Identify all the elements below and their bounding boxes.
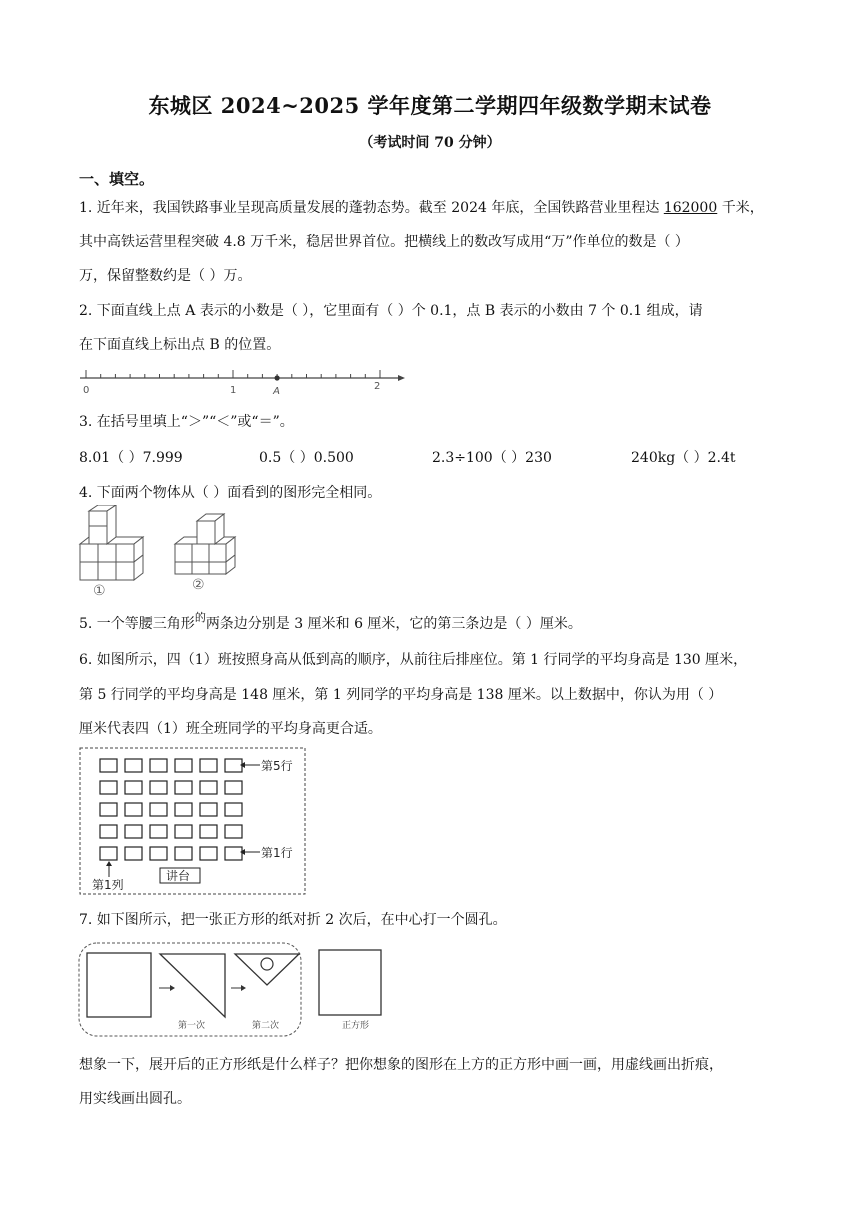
q7-instruction-1: 想象一下，展开后的正方形纸是什么样子？把你想象的图形在上方的正方形中画一画，用虚线画出折痕， <box>79 1057 723 1073</box>
q5-line: 5. 一个等腰三角形$^的$两条边分别是 3 厘米和 6 厘米，它的第三条边是（ ）厘米。 <box>79 611 582 632</box>
seat <box>150 825 167 838</box>
figure-label-2: ② <box>192 577 205 593</box>
q2-line2: 在下面直线上标出点 B 的位置。 <box>79 337 281 353</box>
fold-2-caption: 第二次 <box>252 1021 280 1031</box>
compare-item-1: 8.01（ ）7.999 <box>79 450 183 466</box>
figure-label-1: ① <box>93 583 106 599</box>
square-caption: 正方形 <box>342 1021 370 1031</box>
seat <box>150 759 167 772</box>
folding-figure <box>78 942 388 1038</box>
q6-line1: 6. 如图所示，四（1）班按照身高从低到高的顺序，从前往后排座位。第 1 行同学的平均身高是 130 厘米， <box>79 652 748 668</box>
q6-line2: 第 5 行同学的平均身高是 148 厘米，第 1 列同学的平均身高是 138 厘米。以上数据中，你认为用（ ） <box>79 687 723 703</box>
seat <box>150 803 167 816</box>
q1-line1: 1. 近年来，我国铁路事业呈现高质量发展的蓬勃态势。截至 2024 年底，全国铁路营业里程达 162000 千米， <box>79 200 764 216</box>
seat <box>225 847 242 860</box>
row-1-label: 第1行 <box>261 846 293 860</box>
seating-chart <box>79 747 307 896</box>
seat <box>175 803 192 816</box>
q3-items <box>79 448 784 468</box>
seat <box>225 803 242 816</box>
drawing-square[interactable] <box>319 950 381 1015</box>
seat <box>200 847 217 860</box>
seat <box>100 825 117 838</box>
section-heading: 一、填空。 <box>79 170 155 188</box>
seat <box>200 825 217 838</box>
q2-line1: 2. 下面直线上点 A 表示的小数是（ ），它里面有（ ）个 0.1，点 B 表示的小数由 7 个 0.1 组成，请 <box>79 303 703 319</box>
tick-label-2: 2 <box>374 381 381 392</box>
seat <box>100 803 117 816</box>
seat <box>125 825 142 838</box>
q7-instruction-2: 用实线画出圆孔。 <box>79 1091 191 1107</box>
seat <box>100 847 117 860</box>
q3-line1: 3. 在括号里填上“＞”“＜”或“＝”。 <box>79 414 294 430</box>
point-a-label: A <box>273 386 280 396</box>
seat <box>175 759 192 772</box>
seat <box>225 781 242 794</box>
q6-line3: 厘米代表四（1）班全班同学的平均身高更合适。 <box>79 721 382 737</box>
compare-item-4: 240kg（ ）2.4t <box>631 450 736 466</box>
seat <box>150 847 167 860</box>
cube-figures <box>75 505 250 600</box>
seat <box>225 759 242 772</box>
seat <box>175 847 192 860</box>
fold-1-caption: 第一次 <box>178 1021 206 1031</box>
exam-duration: （考试时间 70 分钟） <box>359 135 501 151</box>
stage-label: 讲台 <box>166 869 191 883</box>
underlined-number: 162000 <box>663 200 718 216</box>
seat <box>100 759 117 772</box>
q7-line1: 7. 如下图所示，把一张正方形的纸对折 2 次后，在中心打一个圆孔。 <box>79 912 507 928</box>
seat <box>125 781 142 794</box>
column-1-label: 第1列 <box>92 878 124 892</box>
q1-line3: 万，保留整数约是（ ）万。 <box>79 268 252 284</box>
seat <box>175 781 192 794</box>
q1-line2: 其中高铁运营里程突破 4.8 万千米，稳居世界首位。把横线上的数改写成用“万”作单位的数是（ ） <box>79 234 689 250</box>
compare-item-2: 0.5（ ）0.500 <box>259 450 354 466</box>
number-line[interactable] <box>76 364 406 396</box>
page-title: 东城区 2024~2025 学年度第二学期四年级数学期末试卷 <box>148 93 712 118</box>
seat <box>125 803 142 816</box>
seat <box>100 781 117 794</box>
point-a-marker <box>275 375 280 380</box>
q4-line1: 4. 下面两个物体从（ ）面看到的图形完全相同。 <box>79 485 382 501</box>
seat <box>200 781 217 794</box>
tick-label-0: 0 <box>83 385 90 396</box>
row-5-label: 第5行 <box>261 759 293 773</box>
seat <box>200 803 217 816</box>
seat <box>225 825 242 838</box>
seat <box>200 759 217 772</box>
seat <box>125 759 142 772</box>
compare-item-3: 2.3÷100（ ）230 <box>432 450 552 466</box>
seat <box>125 847 142 860</box>
seat <box>175 825 192 838</box>
seat <box>150 781 167 794</box>
tick-label-1: 1 <box>230 385 237 396</box>
